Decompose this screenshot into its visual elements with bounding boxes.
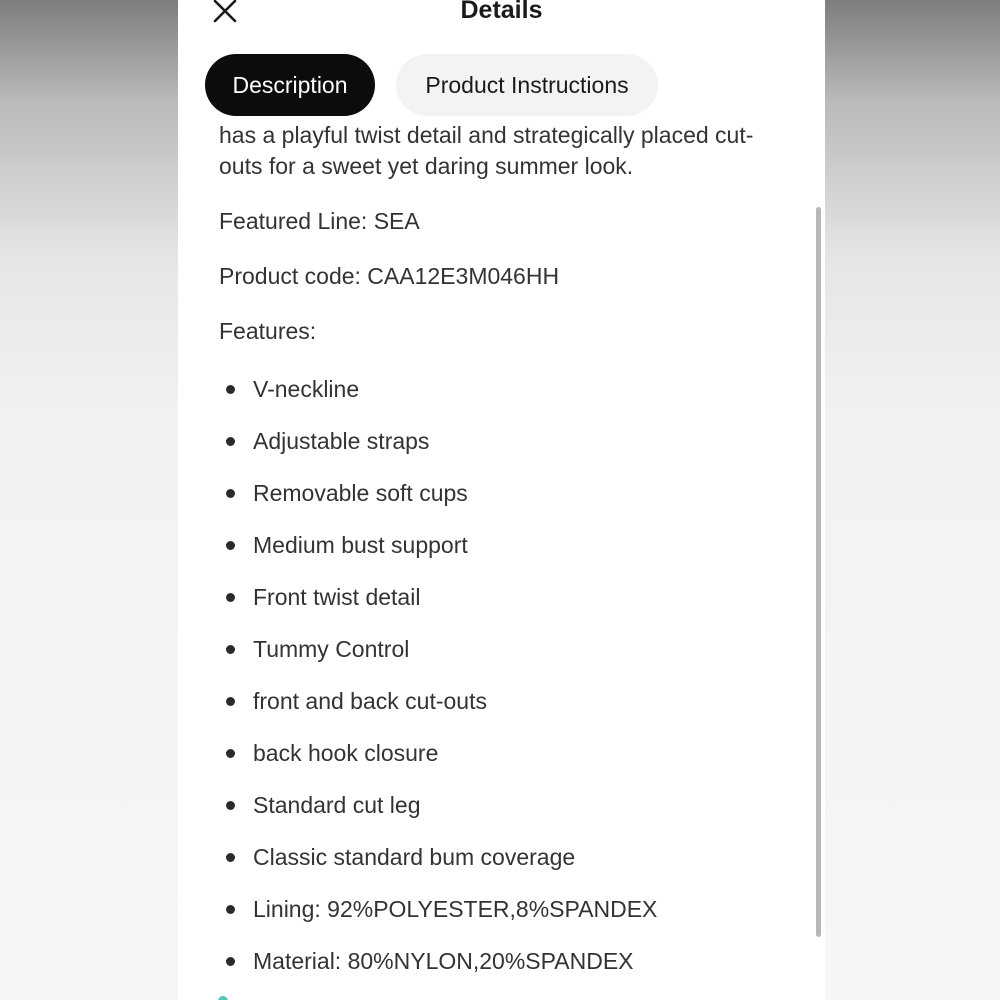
- bullet-icon: [226, 593, 235, 602]
- bullet-icon: [226, 437, 235, 446]
- featured-line: Featured Line: SEA: [219, 208, 420, 234]
- list-item: [219, 634, 657, 686]
- feature-text: front and back cut-outs: [253, 688, 487, 714]
- tab-description[interactable]: Description: [205, 54, 375, 116]
- feature-text: Removable soft cups: [253, 480, 468, 506]
- list-item: [219, 426, 657, 478]
- feature-text: Classic standard bum coverage: [253, 844, 576, 870]
- backdrop-right: [825, 0, 1000, 1000]
- tab-product-instructions[interactable]: Product Instructions: [396, 54, 658, 116]
- bullet-icon: [226, 801, 235, 810]
- description-intro: has a playful twist detail and strategically placed cut-outs for a sweet yet daring summer look.: [219, 122, 754, 179]
- list-item: [219, 790, 657, 842]
- bullet-icon: [226, 697, 235, 706]
- description-content: [219, 120, 779, 974]
- list-item: [219, 530, 657, 582]
- feature-text: Adjustable straps: [253, 428, 430, 454]
- scrollbar-thumb[interactable]: [816, 207, 821, 937]
- feature-text: Material: 80%NYLON,20%SPANDEX: [253, 948, 634, 974]
- partial-dot-icon: [218, 996, 228, 1000]
- product-code: Product code: CAA12E3M046HH: [219, 263, 560, 289]
- feature-text: Medium bust support: [253, 532, 468, 558]
- details-sheet: [178, 0, 825, 1000]
- feature-text: V-neckline: [253, 376, 360, 402]
- feature-text: Standard cut leg: [253, 792, 421, 818]
- feature-text: Lining: 92%POLYESTER,8%SPANDEX: [253, 896, 658, 922]
- bullet-icon: [226, 541, 235, 550]
- feature-text: Front twist detail: [253, 584, 421, 610]
- list-item: [219, 478, 657, 530]
- backdrop-left: [0, 0, 178, 1000]
- list-item: [219, 686, 657, 738]
- list-item: [219, 894, 657, 946]
- features-heading: Features:: [219, 318, 317, 344]
- list-item: [219, 946, 657, 998]
- features-list: [219, 374, 657, 998]
- bullet-icon: [226, 853, 235, 862]
- bullet-icon: [226, 385, 235, 394]
- list-item: [219, 842, 657, 894]
- bullet-icon: [226, 905, 235, 914]
- bullet-icon: [226, 645, 235, 654]
- bullet-icon: [226, 749, 235, 758]
- list-item: [219, 738, 657, 790]
- list-item: [219, 374, 657, 426]
- bullet-icon: [226, 489, 235, 498]
- list-item: [219, 582, 657, 634]
- bullet-icon: [226, 957, 235, 966]
- feature-text: back hook closure: [253, 740, 439, 766]
- feature-text: Tummy Control: [253, 636, 410, 662]
- page-title: Details: [460, 0, 543, 24]
- tab-bar: [205, 54, 658, 116]
